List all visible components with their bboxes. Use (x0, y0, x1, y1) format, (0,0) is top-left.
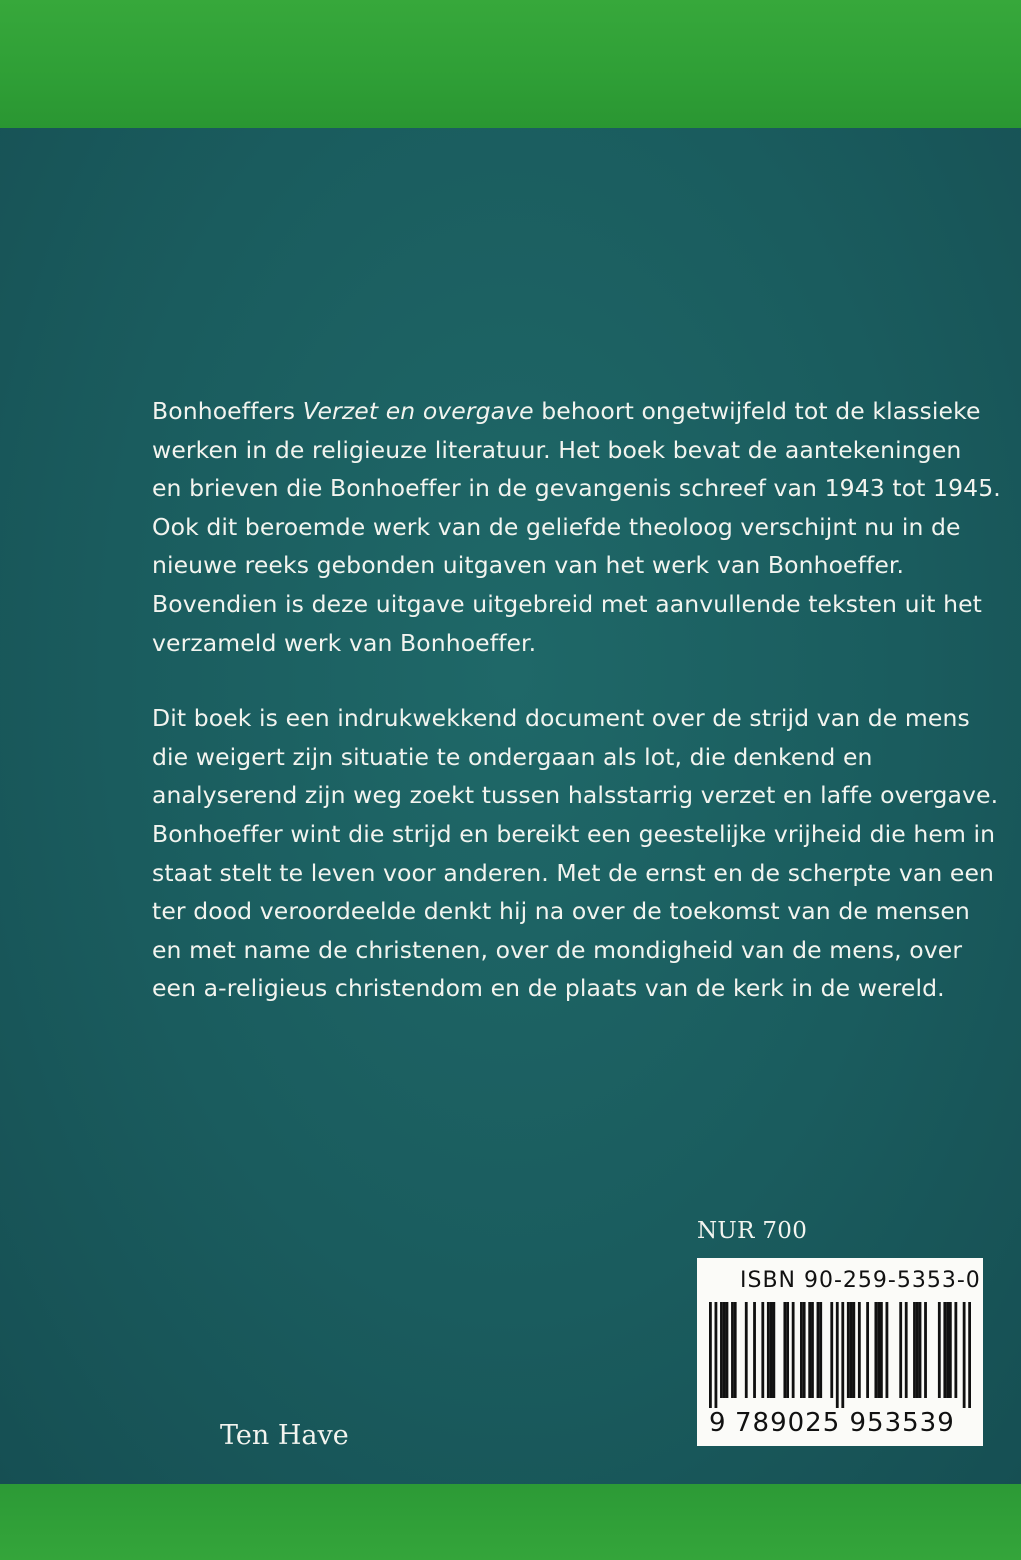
barcode-bar (803, 1302, 806, 1398)
blurb-line: staat stelt te leven voor anderen. Met de ernst en de scherpte van een (152, 858, 995, 887)
barcode-bar (731, 1302, 734, 1398)
blurb-line: verzameld werk van Bonhoeffer. (152, 628, 537, 657)
ean-first-digit: 9 (709, 1408, 726, 1438)
barcode-bar (877, 1302, 880, 1398)
barcode-bar (850, 1302, 853, 1398)
barcode-bar (808, 1302, 811, 1398)
publisher-name: Ten Have (220, 1420, 349, 1451)
blurb-line: analyserend zijn weg zoekt tussen halsstarrig verzet en laffe overgave. (152, 781, 999, 810)
barcode-bar (767, 1302, 770, 1398)
blurb-paragraph-2 (152, 699, 999, 1008)
blurb-line: die weigert zijn situatie te ondergaan als lot, die denkend en (152, 742, 873, 771)
barcode-guard-bar (709, 1302, 712, 1408)
isbn-barcode-label (697, 1258, 983, 1446)
barcode-bar (919, 1302, 922, 1398)
barcode-bar (949, 1302, 952, 1398)
blurb-line: Bonhoeffers Verzet en overgave behoort ongetwijfeld tot de klassieke (152, 397, 981, 425)
barcode-bar (830, 1302, 833, 1398)
barcode-bar (786, 1302, 789, 1398)
barcode-bar (783, 1302, 786, 1398)
blurb-line: nieuwe reeks gebonden uitgaven van het werk van Bonhoeffer. (152, 551, 905, 580)
barcode-bar (916, 1302, 919, 1398)
barcode-bar (770, 1302, 773, 1398)
barcode-bar (954, 1302, 957, 1398)
isbn-number: ISBN 90-259-5353-0 (740, 1268, 981, 1293)
blurb-line: ter dood veroordeelde denkt hij na over de toekomst van de mensen (152, 897, 970, 926)
blurb-line: Dit boek is een indrukwekkend document over de strijd van de mens (152, 704, 970, 733)
barcode-bar (874, 1302, 877, 1398)
blurb-line: werken in de religieuze literatuur. Het boek bevat de aantekeningen (152, 435, 962, 464)
barcode-bar (800, 1302, 803, 1398)
barcode-bar (899, 1302, 902, 1398)
barcode-guard-bar (715, 1302, 718, 1408)
barcode-bar (852, 1302, 855, 1398)
barcode-bar (913, 1302, 916, 1398)
blurb-line: en brieven die Bonhoeffer in de gevangenis schreef van 1943 tot 1945. (152, 474, 1001, 503)
nur-code: NUR 700 (697, 1218, 808, 1244)
barcode-guard-bar (841, 1302, 844, 1408)
barcode-bar (819, 1302, 822, 1398)
bottom-green-band (0, 1484, 1021, 1560)
barcode-bar (943, 1302, 946, 1398)
barcode-bar (745, 1302, 748, 1398)
barcode-bar (905, 1302, 908, 1398)
blurb-paragraph-1 (152, 392, 1001, 662)
barcode-bar (761, 1302, 764, 1398)
barcode-bar (858, 1302, 861, 1398)
barcode-bar (817, 1302, 820, 1398)
book-title-italic: Verzet en overgave (302, 397, 534, 425)
barcode-bar (792, 1302, 795, 1398)
blurb-text (152, 392, 1001, 1045)
top-green-band (0, 0, 1021, 128)
blurb-line: Bonhoeffer wint die strijd en bereikt een geestelijke vrijheid die hem in (152, 819, 996, 848)
barcode-bar (720, 1302, 723, 1398)
blurb-line: Ook dit beroemde werk van de geliefde theoloog verschijnt nu in de (152, 512, 961, 541)
ean-digits: 789025 953539 (735, 1408, 955, 1438)
barcode-bar (753, 1302, 756, 1398)
blurb-line: Bovendien is deze uitgave uitgebreid met aanvullende teksten uit het (152, 589, 982, 618)
barcode-bar (726, 1302, 729, 1398)
barcode-bar (811, 1302, 814, 1398)
barcode-bar (734, 1302, 737, 1398)
barcode-bar (924, 1302, 927, 1398)
barcode-bar (946, 1302, 949, 1398)
blurb-line: een a-religieus christendom en de plaats van de kerk in de wereld. (152, 974, 945, 1003)
barcode-guard-bar (968, 1302, 971, 1408)
barcode-bar (847, 1302, 850, 1398)
barcode-bar (866, 1302, 869, 1398)
barcode-bar (772, 1302, 775, 1398)
barcode-bar (880, 1302, 883, 1398)
barcode-guard-bar (963, 1302, 966, 1408)
blurb-line: en met name de christenen, over de mondigheid van de mens, over (152, 935, 963, 964)
barcode-bar (938, 1302, 941, 1398)
barcode-icon (709, 1302, 971, 1408)
barcode-bar (723, 1302, 726, 1398)
barcode-bar (886, 1302, 889, 1398)
barcode-guard-bar (836, 1302, 839, 1408)
